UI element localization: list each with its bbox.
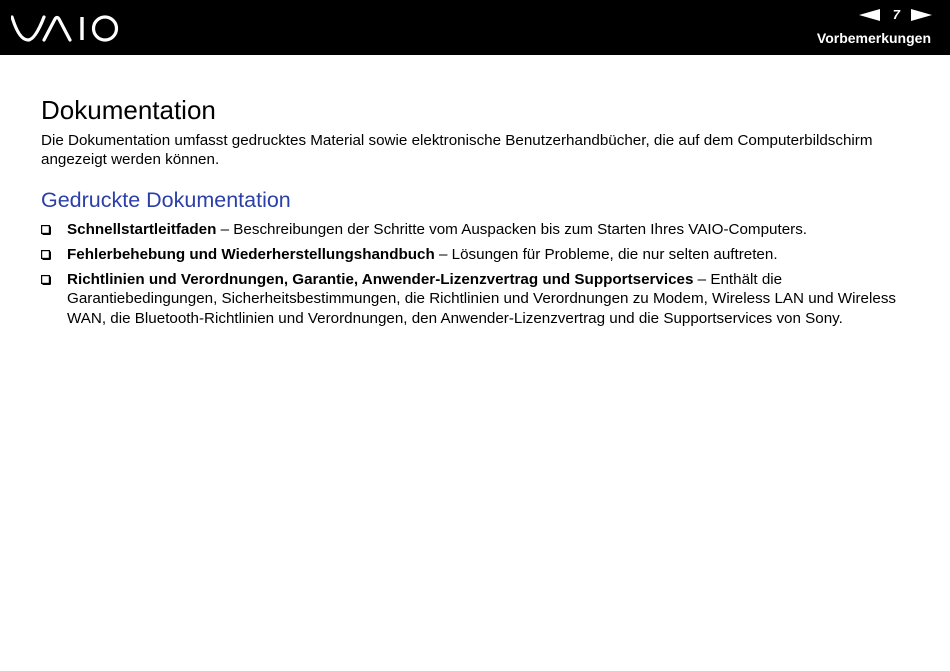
section-title: Vorbemerkungen	[816, 30, 931, 46]
checkbox-bullet-icon	[41, 275, 51, 285]
list-item	[41, 220, 921, 240]
list-item-description: – Lösungen für Probleme, die nur selten auftreten.	[434, 245, 778, 263]
vaio-logo	[11, 14, 121, 44]
page-number: 7	[892, 7, 900, 22]
section-subtitle: Gedruckte Dokumentation	[41, 188, 291, 212]
list-item-title: Fehlerbehebung und Wiederherstellungshandbuch	[67, 245, 435, 263]
list-item-title: Richtlinien und Verordnungen, Garantie, Anwender-Lizenzvertrag und Supportservices	[67, 270, 694, 288]
next-page-icon[interactable]	[910, 8, 932, 22]
list-item-description: – Beschreibungen der Schritte vom Auspacken bis zum Starten Ihres VAIO-Computers.	[216, 220, 808, 238]
checkbox-bullet-icon	[41, 250, 51, 260]
list-item-description: – Enthält die Garantiebedingungen, Sicherheitsbestimmungen, die Richtlinien und Verordnungen zu Modem, Wireless LAN und Wireless WAN, die Bluetooth-Richtlinien und Verordnungen, den Anwender-Lizenzvertrag und die Supportservices von Sony.	[67, 270, 897, 327]
checkbox-bullet-icon	[41, 225, 51, 235]
header-bar	[0, 0, 950, 55]
page-navigation	[859, 6, 932, 24]
page-title: Dokumentation	[41, 95, 216, 125]
document-list	[41, 220, 921, 329]
list-item	[41, 270, 921, 329]
intro-paragraph: Die Dokumentation umfasst gedrucktes Material sowie elektronische Benutzerhandbücher, die auf dem Computerbildschirm angezeigt werden können.	[41, 132, 873, 168]
page-content	[41, 94, 921, 328]
prev-page-icon[interactable]	[859, 8, 881, 22]
list-item-title: Schnellstartleitfaden	[67, 220, 217, 238]
list-item	[41, 245, 921, 265]
